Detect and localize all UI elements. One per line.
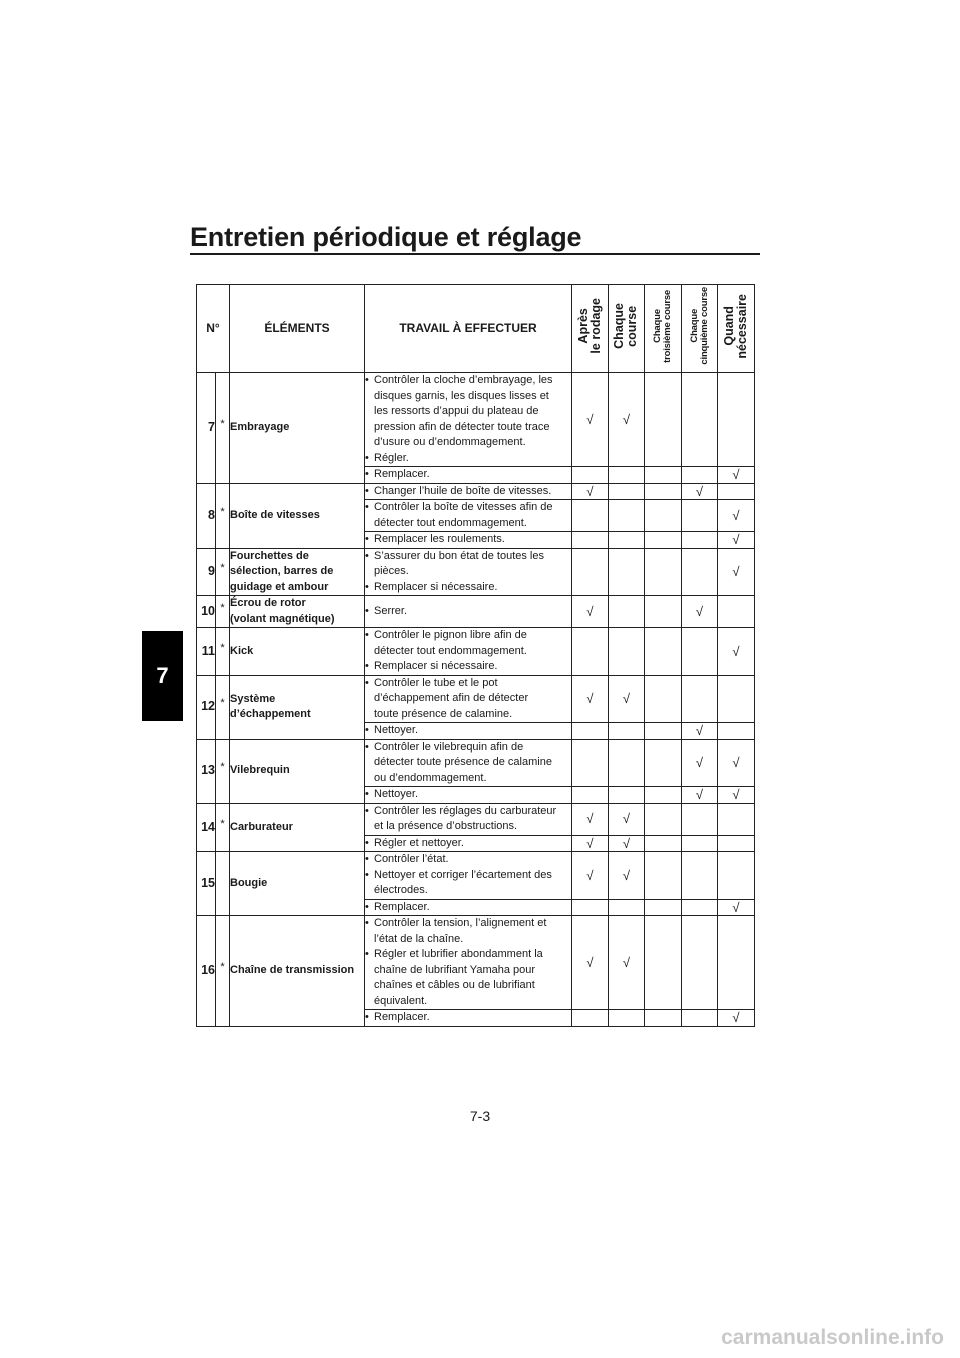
bullet-icon: • — [365, 451, 369, 464]
interval-cell — [645, 899, 682, 916]
work-item-text: Nettoyer. — [374, 724, 419, 736]
work-item-text: Régler. — [374, 451, 409, 464]
col-header-as-needed-label: Quand nécessaire — [721, 293, 749, 359]
interval-cell — [609, 548, 645, 596]
interval-cell — [718, 532, 755, 549]
chapter-tab: 7 — [142, 631, 183, 721]
work-cell — [365, 548, 572, 596]
table-header-row — [197, 285, 755, 373]
interval-cell — [572, 835, 609, 852]
interval-cell — [718, 723, 755, 740]
interval-cell — [682, 852, 718, 900]
col-header-every-third-race — [645, 285, 682, 373]
row-number: 7 — [197, 373, 216, 484]
bullet-icon: • — [365, 676, 369, 689]
check-mark-icon: √ — [695, 787, 704, 802]
check-mark-icon: √ — [732, 755, 740, 770]
row-star: * — [220, 562, 225, 574]
work-item-text: Contrôler les réglages du carburateur et la présence d’obstructions. — [374, 804, 557, 832]
work-item-text: Contrôler l’état. — [374, 853, 449, 865]
interval-cell — [572, 739, 609, 787]
row-number: 9 — [197, 548, 216, 596]
interval-cell — [609, 467, 645, 484]
interval-cell — [609, 532, 645, 549]
check-mark-icon: √ — [586, 867, 594, 883]
interval-cell — [682, 596, 718, 628]
bullet-icon: • — [365, 468, 369, 480]
interval-cell — [609, 373, 645, 467]
row-star: * — [220, 641, 225, 654]
interval-cell — [645, 1010, 682, 1027]
row-element: Carburateur — [230, 803, 365, 852]
work-item-text: Remplacer. — [374, 468, 430, 480]
interval-cell — [682, 628, 718, 676]
table-row — [197, 852, 755, 900]
interval-cell — [572, 787, 609, 804]
interval-cell — [682, 483, 718, 500]
work-item — [365, 628, 571, 659]
work-item-text: Régler et lubrifier abondamment la chaîne de lubrifiant Yamaha pour chaînes et câbles ou de lubrifiant équivalent. — [374, 948, 543, 1007]
row-element: Système d’échappement — [230, 675, 365, 739]
interval-cell — [718, 467, 755, 484]
interval-cell — [682, 373, 718, 467]
interval-cell — [572, 675, 609, 723]
interval-cell — [572, 723, 609, 740]
table-row — [197, 483, 755, 500]
work-item — [365, 467, 571, 483]
row-star-cell — [216, 483, 230, 548]
col-header-no: N° — [197, 285, 230, 373]
work-item-text: Contrôler le pignon libre afin de détecter tout endommagement. — [374, 629, 527, 657]
work-cell — [365, 852, 572, 900]
row-star-cell — [216, 596, 230, 628]
work-item — [365, 1010, 571, 1026]
interval-cell — [645, 739, 682, 787]
work-item — [365, 916, 571, 947]
work-item-text: Remplacer si nécessaire. — [374, 660, 498, 672]
work-cell — [365, 803, 572, 835]
interval-cell — [572, 500, 609, 532]
interval-cell — [609, 1010, 645, 1027]
row-star-cell — [216, 373, 230, 484]
work-item-text: Nettoyer. — [374, 788, 419, 800]
interval-cell — [718, 675, 755, 723]
work-item-text: Contrôler la tension, l’alignement et l’état de la chaîne. — [374, 917, 547, 945]
interval-cell — [572, 596, 609, 628]
check-mark-icon: √ — [586, 835, 594, 851]
interval-cell — [609, 596, 645, 628]
interval-cell — [572, 916, 609, 1010]
maintenance-table — [196, 284, 755, 1027]
interval-cell — [718, 1010, 755, 1027]
interval-cell — [609, 787, 645, 804]
table-row — [197, 916, 755, 1010]
col-header-every-fifth-race-label: Chaque cinquième course — [688, 287, 710, 366]
bullet-icon: • — [365, 660, 369, 672]
interval-cell — [609, 899, 645, 916]
check-mark-icon: √ — [622, 835, 631, 851]
interval-cell — [609, 500, 645, 532]
work-item — [365, 659, 571, 675]
work-item — [365, 451, 571, 467]
col-header-every-third-race-label: Chaque troisième course — [652, 289, 673, 363]
bullet-icon: • — [365, 948, 369, 960]
check-mark-icon: √ — [586, 811, 594, 827]
work-item — [365, 580, 571, 596]
interval-cell — [609, 723, 645, 740]
row-element: Kick — [230, 628, 365, 676]
row-star-cell — [216, 739, 230, 803]
interval-cell — [609, 739, 645, 787]
check-mark-icon: √ — [732, 467, 740, 482]
bullet-icon: • — [365, 724, 369, 736]
bullet-icon: • — [365, 836, 369, 849]
interval-cell — [609, 852, 645, 900]
table-row — [197, 739, 755, 787]
interval-cell — [682, 675, 718, 723]
bullet-icon: • — [365, 788, 369, 800]
row-star: * — [220, 505, 225, 518]
row-star: * — [220, 761, 225, 774]
bullet-icon: • — [365, 501, 369, 513]
work-item — [365, 532, 571, 548]
work-item — [365, 804, 571, 835]
bullet-icon: • — [365, 868, 369, 881]
interval-cell — [645, 548, 682, 596]
row-number: 16 — [197, 916, 216, 1027]
work-item — [365, 500, 571, 531]
interval-cell — [718, 373, 755, 467]
work-cell — [365, 675, 572, 723]
row-element: Vilebrequin — [230, 739, 365, 803]
interval-cell — [718, 628, 755, 676]
row-star-cell — [216, 628, 230, 676]
row-number: 13 — [197, 739, 216, 803]
work-cell — [365, 739, 572, 787]
check-mark-icon: √ — [622, 867, 631, 883]
work-item-text: Contrôler la cloche d’embrayage, les disques garnis, les disques lisses et les ressorts d’appui du plateau de pression afin de détecter toute trace d’usure ou d’endommagement. — [374, 374, 553, 448]
row-star: * — [220, 418, 225, 430]
row-star: * — [220, 697, 225, 710]
interval-cell — [718, 852, 755, 900]
interval-cell — [609, 483, 645, 500]
title-rule — [190, 253, 760, 255]
interval-cell — [718, 835, 755, 852]
check-mark-icon: √ — [732, 564, 740, 579]
col-header-work: TRAVAIL À EFFECTUER — [365, 285, 572, 373]
col-header-as-needed — [718, 285, 755, 373]
work-cell — [365, 532, 572, 549]
interval-cell — [718, 500, 755, 532]
work-item-text: Remplacer les roulements. — [374, 533, 505, 545]
row-element: Chaîne de transmission — [230, 916, 365, 1027]
interval-cell — [682, 500, 718, 532]
interval-cell — [718, 787, 755, 804]
interval-cell — [718, 483, 755, 500]
bullet-icon: • — [365, 1011, 369, 1023]
work-item — [365, 484, 571, 500]
work-item — [365, 852, 571, 868]
work-item-text: Remplacer si nécessaire. — [374, 580, 498, 593]
bullet-icon: • — [365, 853, 369, 865]
interval-cell — [682, 899, 718, 916]
work-item-text: S’assurer du bon état de toutes les pièces. — [374, 549, 544, 577]
check-mark-icon: √ — [622, 411, 631, 427]
bullet-icon: • — [365, 580, 369, 593]
row-element: Bougie — [230, 852, 365, 916]
col-header-elements: ÉLÉMENTS — [230, 285, 365, 373]
interval-cell — [572, 1010, 609, 1027]
interval-cell — [682, 835, 718, 852]
interval-cell — [572, 899, 609, 916]
work-item — [365, 676, 571, 723]
interval-cell — [682, 548, 718, 596]
check-mark-icon: √ — [586, 691, 594, 706]
row-number: 14 — [197, 803, 216, 852]
table-row — [197, 628, 755, 676]
row-number: 12 — [197, 675, 216, 739]
interval-cell — [718, 899, 755, 916]
check-mark-icon: √ — [622, 811, 631, 827]
interval-cell — [609, 628, 645, 676]
work-item-text: Contrôler la boîte de vitesses afin de détecter tout endommagement. — [374, 501, 553, 529]
table-row — [197, 675, 755, 723]
interval-cell — [645, 723, 682, 740]
work-item-text: Changer l’huile de boîte de vitesses. — [374, 484, 552, 497]
bullet-icon: • — [365, 549, 369, 562]
interval-cell — [718, 548, 755, 596]
work-item-text: Serrer. — [374, 604, 408, 617]
check-mark-icon: √ — [695, 603, 704, 619]
work-item-text: Contrôler le vilebrequin afin de détecter toute présence de calamine ou d’endommagement. — [374, 740, 552, 784]
col-header-after-break-in — [572, 285, 609, 373]
row-element: Embrayage — [230, 373, 365, 484]
page-title: Entretien périodique et réglage — [190, 222, 582, 252]
work-item — [365, 836, 571, 852]
bullet-icon: • — [365, 629, 369, 641]
work-cell — [365, 1010, 572, 1027]
interval-cell — [682, 1010, 718, 1027]
check-mark-icon: √ — [695, 483, 704, 499]
work-item-text: Régler et nettoyer. — [374, 836, 464, 849]
work-cell — [365, 916, 572, 1010]
row-star: * — [220, 961, 225, 973]
interval-cell — [572, 548, 609, 596]
row-element: Écrou de rotor (volant magnétique) — [230, 596, 365, 628]
check-mark-icon: √ — [622, 954, 631, 970]
work-cell — [365, 835, 572, 852]
interval-cell — [645, 787, 682, 804]
work-item-text: Contrôler le tube et le pot d’échappement afin de détecter toute présence de calamine. — [374, 676, 529, 720]
work-item — [365, 947, 571, 1009]
check-mark-icon: √ — [622, 691, 631, 706]
page-number: 7-3 — [469, 1108, 491, 1124]
check-mark-icon: √ — [586, 483, 594, 499]
interval-cell — [645, 532, 682, 549]
work-cell — [365, 899, 572, 916]
interval-cell — [682, 787, 718, 804]
row-star-cell — [216, 675, 230, 739]
check-mark-icon: √ — [695, 755, 704, 770]
work-item — [365, 373, 571, 451]
work-cell — [365, 483, 572, 500]
work-cell — [365, 373, 572, 467]
col-header-every-fifth-race — [682, 285, 718, 373]
row-number: 15 — [197, 852, 216, 916]
row-star: * — [220, 601, 225, 614]
check-mark-icon: √ — [695, 723, 704, 738]
check-mark-icon: √ — [586, 954, 594, 970]
bullet-icon: • — [365, 484, 369, 497]
interval-cell — [572, 803, 609, 835]
col-header-each-race — [609, 285, 645, 373]
interval-cell — [572, 467, 609, 484]
interval-cell — [645, 803, 682, 835]
check-mark-icon: √ — [586, 603, 594, 619]
check-mark-icon: √ — [732, 787, 740, 802]
interval-cell — [682, 916, 718, 1010]
interval-cell — [645, 628, 682, 676]
interval-cell — [682, 723, 718, 740]
interval-cell — [682, 739, 718, 787]
interval-cell — [645, 483, 682, 500]
work-item-text: Remplacer. — [374, 900, 430, 913]
row-element: Fourchettes de sélection, barres de guidage et ambour — [230, 548, 365, 596]
interval-cell — [609, 835, 645, 852]
check-mark-icon: √ — [732, 507, 740, 523]
interval-cell — [645, 916, 682, 1010]
work-cell — [365, 467, 572, 484]
row-star-cell — [216, 852, 230, 916]
interval-cell — [645, 500, 682, 532]
bullet-icon: • — [365, 917, 369, 929]
interval-cell — [572, 373, 609, 467]
work-cell — [365, 787, 572, 804]
work-item-text: Nettoyer et corriger l’écartement des électrodes. — [374, 868, 552, 896]
work-cell — [365, 723, 572, 740]
interval-cell — [718, 596, 755, 628]
row-star-cell — [216, 803, 230, 852]
interval-cell — [682, 467, 718, 484]
interval-cell — [572, 483, 609, 500]
table-body — [197, 373, 755, 1027]
col-header-each-race-label: Chaque course — [612, 303, 640, 350]
interval-cell — [645, 596, 682, 628]
row-element: Boîte de vitesses — [230, 483, 365, 548]
interval-cell — [718, 803, 755, 835]
work-item — [365, 740, 571, 787]
work-cell — [365, 628, 572, 676]
work-item-text: Remplacer. — [374, 1011, 430, 1023]
bullet-icon: • — [365, 374, 369, 386]
table-row — [197, 803, 755, 835]
work-cell — [365, 596, 572, 628]
check-mark-icon: √ — [732, 1010, 740, 1025]
interval-cell — [645, 467, 682, 484]
col-header-after-break-in-label: Après le rodage — [575, 298, 603, 355]
check-mark-icon: √ — [732, 643, 740, 659]
row-star-cell — [216, 548, 230, 596]
bullet-icon: • — [365, 740, 369, 753]
work-item — [365, 604, 571, 620]
work-item — [365, 723, 571, 739]
interval-cell — [572, 852, 609, 900]
interval-cell — [682, 803, 718, 835]
interval-cell — [645, 835, 682, 852]
interval-cell — [682, 532, 718, 549]
row-number: 8 — [197, 483, 216, 548]
work-item — [365, 549, 571, 580]
watermark: carmanualsonline.info — [721, 1326, 944, 1349]
row-number: 10 — [197, 596, 216, 628]
interval-cell — [609, 803, 645, 835]
check-mark-icon: √ — [586, 411, 594, 427]
interval-cell — [718, 739, 755, 787]
interval-cell — [572, 628, 609, 676]
bullet-icon: • — [365, 900, 369, 913]
table-row — [197, 548, 755, 596]
bullet-icon: • — [365, 804, 369, 817]
interval-cell — [645, 675, 682, 723]
work-item — [365, 868, 571, 899]
row-number: 11 — [197, 628, 216, 676]
table-row — [197, 373, 755, 467]
interval-cell — [609, 675, 645, 723]
check-mark-icon: √ — [732, 899, 740, 915]
interval-cell — [609, 916, 645, 1010]
work-item — [365, 787, 571, 803]
bullet-icon: • — [365, 533, 369, 545]
work-item — [365, 900, 571, 916]
row-star: * — [220, 817, 225, 830]
row-star-cell — [216, 916, 230, 1027]
table-row — [197, 596, 755, 628]
interval-cell — [645, 373, 682, 467]
check-mark-icon: √ — [732, 532, 740, 547]
bullet-icon: • — [365, 604, 369, 617]
work-cell — [365, 500, 572, 532]
interval-cell — [645, 852, 682, 900]
interval-cell — [718, 916, 755, 1010]
interval-cell — [572, 532, 609, 549]
